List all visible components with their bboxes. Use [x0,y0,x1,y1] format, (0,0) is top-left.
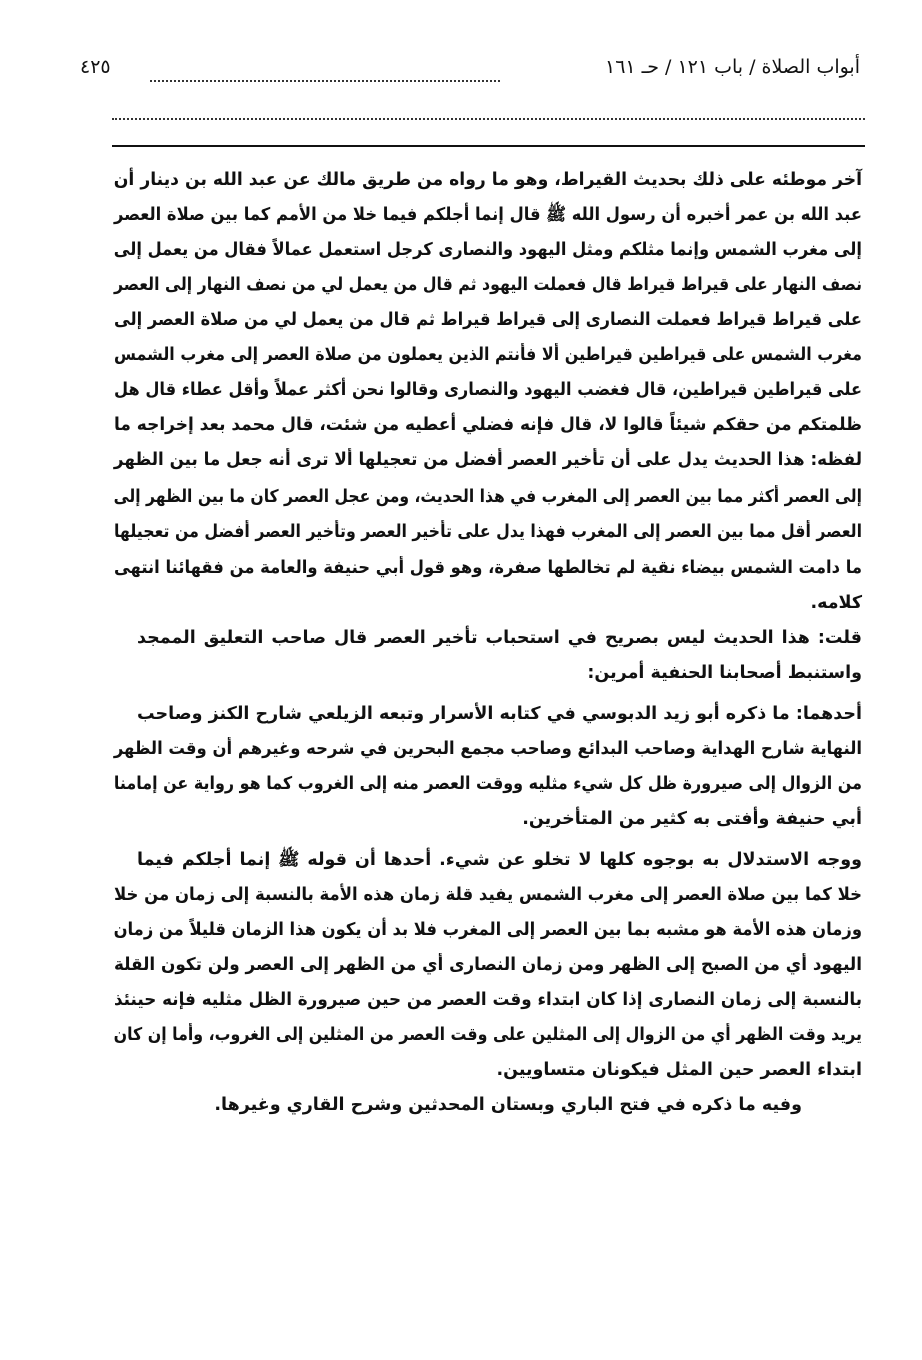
header-leader-dots [150,60,500,82]
text-line: العصر أقل مما بين العصر إلى المغرب فهذا يدل على تأخير العصر وتأخير العصر أفضل من تعجيلها [113,522,862,542]
text-line: إلى العصر أكثر مما بين العصر إلى المغرب في هذا الحديث، ومن عجل العصر كان ما بين الظهر إلى [113,487,862,507]
text-line: عبد الله بن عمر أخبره أن رسول الله ﷺ قال إنما أجلكم فيما خلا من الأمم كما بين صلاة العصر [114,205,862,225]
solid-divider [112,145,865,147]
text-line: أحدهما: ما ذكره أبو زيد الدبوسي في كتابه الأسرار وتبعه الزيلعي شارح الكنز وصاحب [137,704,862,724]
text-line: ووجه الاستدلال به بوجوه كلها لا تخلو عن شيء. أحدها أن قوله ﷺ إنما أجلكم فيما [137,850,862,870]
text-line: وفيه ما ذكره في فتح الباري وبستان المحدثين وشرح القاري وغيرها. [214,1095,802,1115]
text-line: مغرب الشمس على قيراطين قيراطين ألا فأنتم الذين يعملون من صلاة العصر إلى مغرب الشمس [114,345,862,365]
text-line: لفظه: هذا الحديث يدل على أن تأخير العصر أفضل من تعجيلها ألا ترى أنه جعل ما بين الظهر [113,450,862,470]
text-line: ظلمتكم من حقكم شيئاً قالوا لا، قال فإنه فضلي أعطيه من شئت، قال محمد بعد إخراجه ما [114,415,862,435]
header-title: أبواب الصلاة / باب ١٢١ / حـ ١٦١ [604,56,860,78]
text-line: على قيراط قيراط فعملت النصارى إلى قيراط قيراط ثم قال من يعمل لي من صلاة العصر إلى [114,310,862,330]
text-line: النهاية شارح الهداية وصاحب البدائع وصاحب مجمع البحرين في شرحه وغيرهم أن وقت الظهر [113,739,863,759]
text-line: إلى مغرب الشمس وإنما مثلكم ومثل اليهود والنصارى كرجل استعمل عمالاً فقال من يعمل إلى [113,240,862,260]
text-line: ما دامت الشمس بيضاء نقية لم تخالطها صفرة، وهو قول أبي حنيفة والعامة من فقهائنا انتهى [114,558,862,578]
dotted-divider [112,118,865,120]
text-line: من الزوال إلى صيرورة ظل كل شيء مثليه ووقت العصر منه إلى الغروب كما هو رواية عن إمامنا [113,774,863,794]
text-line: نصف النهار على قيراط قيراط قال فعملت اليهود ثم قال من يعمل لي من نصف النهار إلى العصر [114,275,862,295]
text-line: آخر موطئه على ذلك بحديث القيراط، وهو ما رواه من طريق مالك عن عبد الله بن دينار أن [113,170,862,190]
page-number: ٤٢٥ [80,56,111,78]
text-line: واستنبط أصحابنا الحنفية أمرين: [587,663,862,683]
text-line: أبي حنيفة وأفتى به كثير من المتأخرين. [522,809,862,829]
text-line: على قيراطين قيراطين، قال فغضب اليهود والنصارى وقالوا نحن أكثر عملاً وأقل عطاء قال هل [114,380,862,400]
text-line: بالنسبة إلى زمان النصارى إذا كان ابتداء وقت العصر من حين صيرورة الظل مثليه فإنه حينئذ [114,990,862,1010]
text-line: وزمان هذه الأمة هو مشبه بما بين العصر إلى المغرب فلا بد أن يكون هذا الزمان قليلاً من زمان [113,920,863,940]
text-line: قلت: هذا الحديث ليس بصريح في استحباب تأخير العصر قال صاحب التعليق الممجد [137,628,862,648]
text-line: ابتداء العصر حين المثل فيكونان متساويين. [496,1060,862,1080]
text-line: اليهود أي من الصبح إلى الظهر ومن زمان النصارى أي من الظهر إلى العصر ولن تكون القلة [113,955,863,975]
text-line: خلا كما بين صلاة العصر إلى مغرب الشمس يفيد قلة زمان هذه الأمة بالنسبة إلى زمان من خلا [114,885,862,905]
text-line: يريد وقت الظهر أي من الزوال إلى المثلين على وقت العصر من المثلين إلى الغروب، وأما إن كان [113,1025,863,1045]
text-line: كلامه. [810,593,862,613]
